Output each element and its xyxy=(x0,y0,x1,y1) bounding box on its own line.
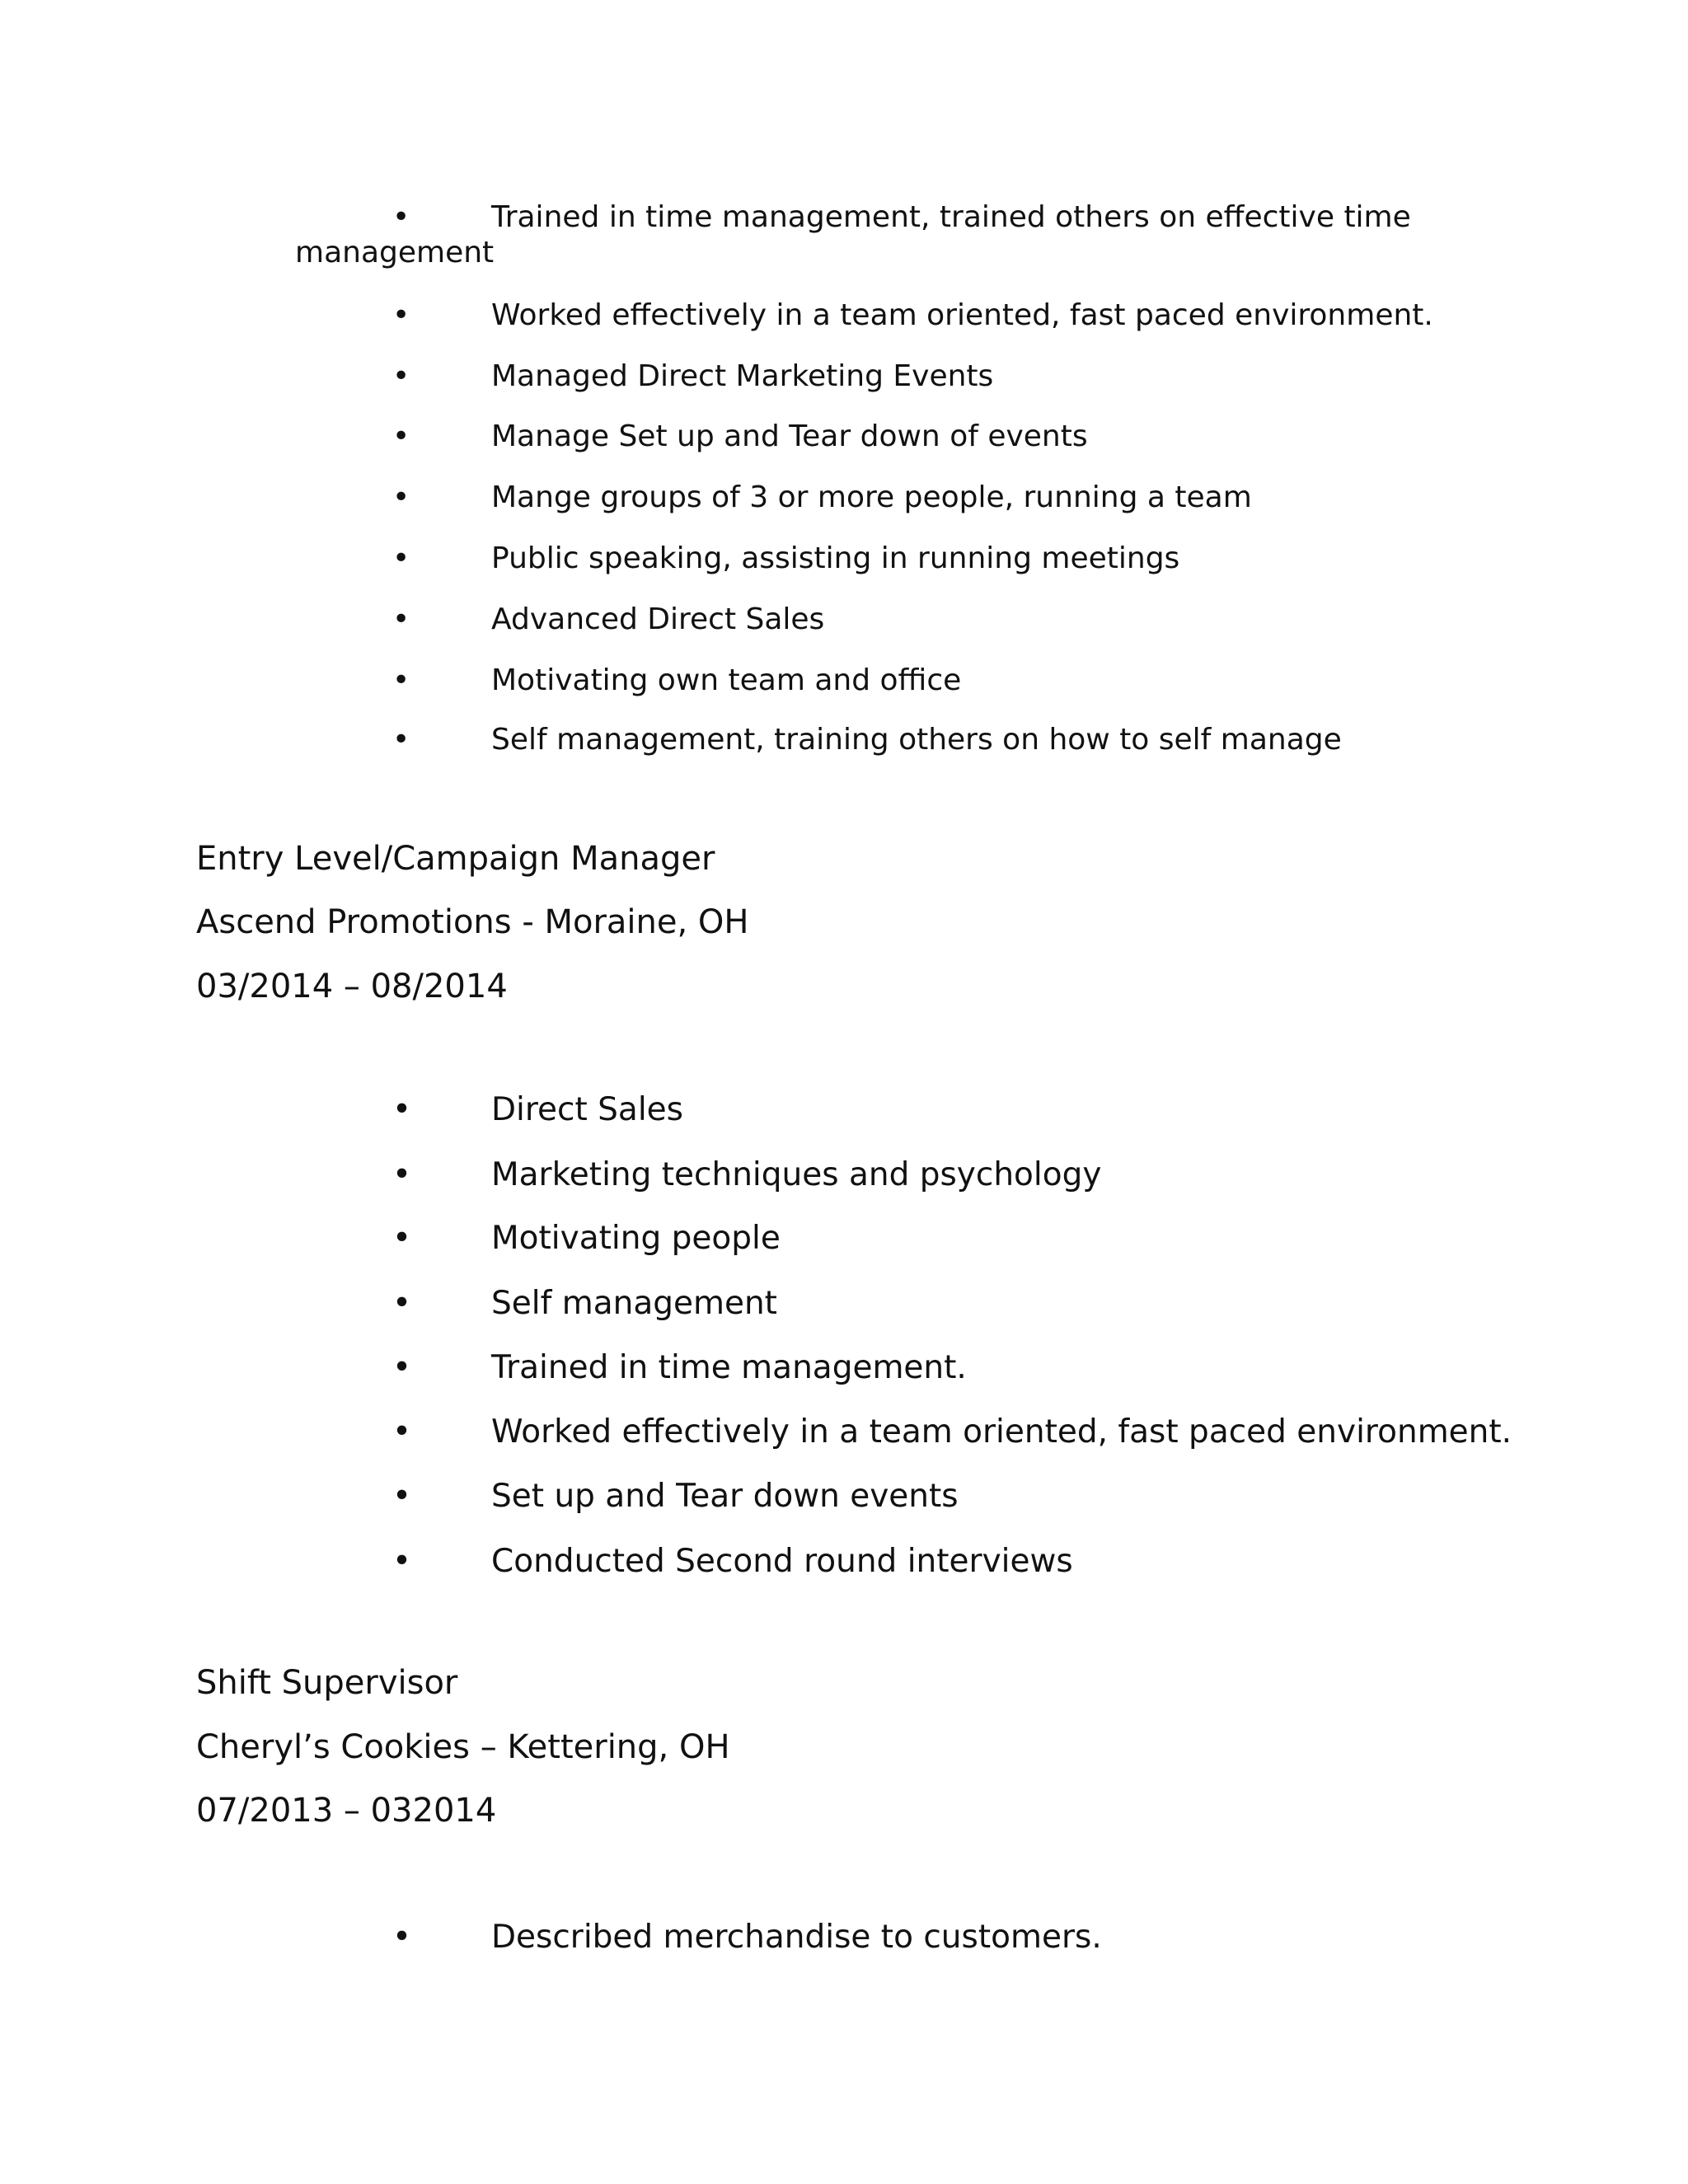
bullet-marker: • xyxy=(392,602,410,636)
bullet-marker: • xyxy=(392,1091,412,1128)
bullet-marker: • xyxy=(392,1413,412,1451)
list-item: Public speaking, assisting in running meetings xyxy=(491,541,1180,575)
job-company: Cheryl’s Cookies – Kettering, OH xyxy=(196,1728,730,1766)
list-item-continuation: management xyxy=(295,236,495,269)
list-item: Set up and Tear down events xyxy=(491,1478,959,1515)
bullet-marker: • xyxy=(392,480,410,514)
list-item: Direct Sales xyxy=(491,1091,683,1128)
bullet-marker: • xyxy=(392,1478,412,1515)
bullet-marker: • xyxy=(392,1349,412,1386)
list-item: Advanced Direct Sales xyxy=(491,602,825,636)
bullet-marker: • xyxy=(392,359,410,393)
list-item: Trained in time management, trained others on effective time xyxy=(491,200,1411,234)
list-item: Self management xyxy=(491,1285,777,1322)
job-dates: 07/2013 – 032014 xyxy=(196,1792,497,1830)
bullet-marker: • xyxy=(392,298,410,332)
bullet-marker: • xyxy=(392,419,410,453)
bullet-marker: • xyxy=(392,1919,412,1956)
list-item: Described merchandise to customers. xyxy=(491,1919,1102,1956)
job-company: Ascend Promotions - Moraine, OH xyxy=(196,903,749,941)
list-item: Worked effectively in a team oriented, fast paced environment. xyxy=(491,298,1433,332)
list-item: Manage Set up and Tear down of events xyxy=(491,419,1088,453)
list-item: Motivating own team and office xyxy=(491,663,962,697)
list-item: Managed Direct Marketing Events xyxy=(491,359,994,393)
bullet-marker: • xyxy=(392,541,410,575)
list-item: Conducted Second round interviews xyxy=(491,1543,1073,1580)
bullet-marker: • xyxy=(392,1285,412,1322)
bullet-marker: • xyxy=(392,723,410,757)
bullet-marker: • xyxy=(392,200,410,234)
job-title: Entry Level/Campaign Manager xyxy=(196,840,715,878)
list-item: Motivating people xyxy=(491,1220,781,1257)
bullet-marker: • xyxy=(392,663,410,697)
list-item: Self management, training others on how to self manage xyxy=(491,723,1342,757)
list-item: Marketing techniques and psychology xyxy=(491,1156,1102,1193)
list-item: Worked effectively in a team oriented, fast paced environment. xyxy=(491,1413,1512,1451)
bullet-marker: • xyxy=(392,1156,412,1193)
list-item: Trained in time management. xyxy=(491,1349,967,1386)
bullet-marker: • xyxy=(392,1543,412,1580)
list-item: Mange groups of 3 or more people, running a team xyxy=(491,480,1252,514)
job-dates: 03/2014 – 08/2014 xyxy=(196,968,508,1005)
bullet-marker: • xyxy=(392,1220,412,1257)
job-title: Shift Supervisor xyxy=(196,1664,458,1702)
